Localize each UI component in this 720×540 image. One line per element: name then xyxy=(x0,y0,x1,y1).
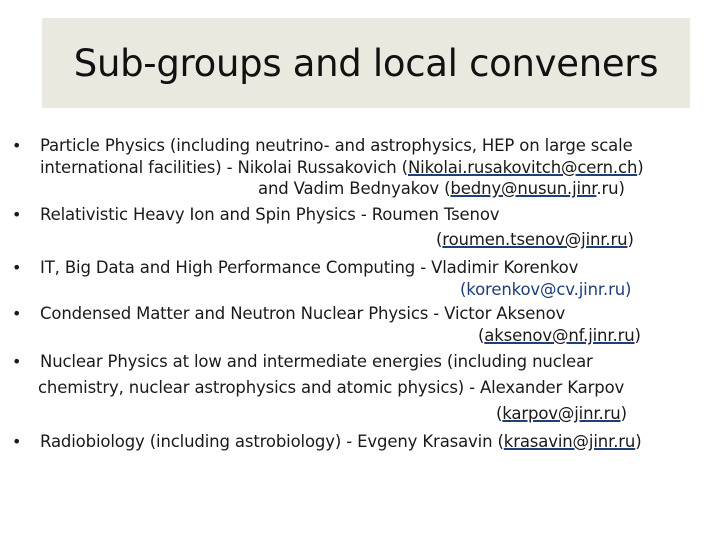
email-link-bednyakov[interactable]: bedny@nusun.jinr xyxy=(450,179,597,198)
item-5-line-1: Nuclear Physics at low and intermediate energies (including nuclear xyxy=(40,352,593,371)
item-4-line-1: Condensed Matter and Neutron Nuclear Physics - Victor Aksenov xyxy=(40,304,566,323)
email-link-russakovich[interactable]: Nikolai.rusakovitch@cern.ch xyxy=(407,158,638,177)
bullet-2: • xyxy=(12,205,22,224)
item-2-line-1: Relativistic Heavy Ion and Spin Physics - Roumen Tsenov xyxy=(40,205,500,224)
email-link-aksenov[interactable]: aksenov@nf.jinr.ru xyxy=(484,326,635,345)
bullet-1: • xyxy=(12,136,22,155)
bullet-3: • xyxy=(12,258,22,277)
title-banner xyxy=(42,18,690,108)
item-1-line-2: international facilities) - Nikolai Russakovich (Nikolai.rusakovitch@cern.ch) xyxy=(40,158,644,177)
email-link-tsenov[interactable]: roumen.tsenov@jinr.ru xyxy=(442,230,628,249)
item-2-line-2: (roumen.tsenov@jinr.ru) xyxy=(436,230,634,249)
item-4-line-2: (aksenov@nf.jinr.ru) xyxy=(478,326,641,345)
item-1-line-3: and Vadim Bednyakov (bedny@nusun.jinr.ru) xyxy=(258,179,625,198)
email-link-krasavin[interactable]: krasavin@jinr.ru xyxy=(503,432,636,451)
item-3-line-2: (korenkov@cv.jinr.ru) xyxy=(460,280,632,299)
item-3-line-1: IT, Big Data and High Performance Computing - Vladimir Korenkov xyxy=(40,258,579,277)
email-link-karpov[interactable]: karpov@jinr.ru xyxy=(502,404,621,423)
bullet-6: • xyxy=(12,432,22,451)
slide-title: Sub-groups and local conveners xyxy=(73,41,659,85)
item-5-line-2: chemistry, nuclear astrophysics and atomic physics) - Alexander Karpov xyxy=(38,378,625,397)
item-5-line-3: (karpov@jinr.ru) xyxy=(496,404,627,423)
bullet-5: • xyxy=(12,352,22,371)
bullet-4: • xyxy=(12,304,22,323)
item-6-line-1: Radiobiology (including astrobiology) - Evgeny Krasavin (krasavin@jinr.ru) xyxy=(40,432,642,451)
item-1-line-1: Particle Physics (including neutrino- and astrophysics, HEP on large scale xyxy=(40,136,633,155)
